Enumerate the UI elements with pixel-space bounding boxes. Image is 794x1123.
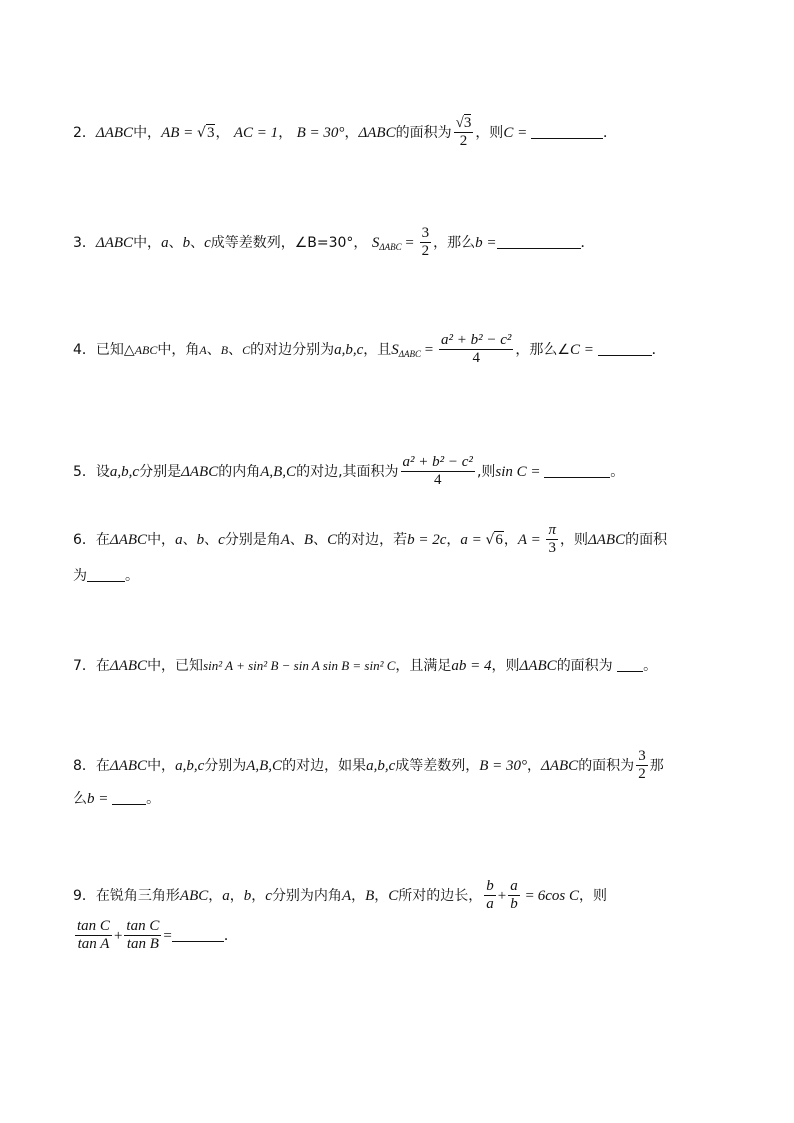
answer-blank-6[interactable] [87,569,125,582]
fraction-tanC-over-tanB: $\frac{\text{tan C}}{\text{tan B}}$ [126,918,160,953]
answer-blank-8[interactable] [112,792,146,805]
fraction-pi-over-3: $\frac{\pi}{3}$ [548,522,556,557]
fraction-3-over-2-q8: $\frac{3}{2}$ [638,748,646,783]
fraction-3-over-2: $\frac{3}{2}$ [421,225,430,260]
sqrt-6: √6 [485,531,503,548]
question-6-cont: 为 。 [73,568,139,584]
answer-blank-5[interactable] [544,465,610,478]
fraction-b-over-a: $\frac{b}{a}$ [486,878,494,913]
question-7: 7．在ΔABC中，已知sin² A + sin² B − sin A sin B = sin² C，且满足ab = 4，则ΔABC的面积为 。 [73,658,658,674]
question-5: 5．设a,b,c分别是ΔABC的内角A,B,C的对边,其面积为 $\frac{\text{a² + b² − c²}}{4}$ ,则sin C = 。 [73,454,625,489]
sqrt-3: √3 [197,124,215,141]
fraction-a2b2c2-over-4-q5: $\frac{\text{a² + b² − c²}}{4}$ [402,454,473,489]
question-2: 2．ΔABC中，AB = √3， AC = 1， B = 30°，ΔABC的面积为 $\frac{√3}{2}$ ，则C = ． [73,115,617,150]
question-8-cont: 么b = 。 [73,791,161,807]
fraction-a-over-b: $\frac{a}{b}$ [510,878,518,913]
answer-blank-9[interactable] [172,929,224,942]
question-8: 8．在ΔABC中，a,b,c分别为A,B,C的对边，如果a,b,c成等差数列，B = 30°，ΔABC的面积为 $\frac{3}{2}$ 那 [73,748,664,783]
question-6: 6．在ΔABC中，a、b、c分别是角A、B、C的对边，若b = 2c，a = √6，A = $\frac{\pi}{3}$ ，则ΔABC的面积 [73,522,668,557]
fraction-tanC-over-tanA: $\frac{\text{tan C}}{\text{tan A}}$ [77,918,110,953]
fraction-a2b2c2-over-4: $\frac{\text{a² + b² − c²}}{4}$ [441,332,512,367]
question-4: 4．已知△ABC中，角A、B、C的对边分别为a,b,c，且$S_{\Delta ABC}$ = $\frac{\text{a² + b² − c²}}{4}$ ，那么∠C = ． [73,332,666,367]
fraction-sqrt3-over-2: $\frac{√3}{2}$ [455,115,472,150]
answer-blank-2[interactable] [531,126,603,139]
question-3: 3．ΔABC中，a、b、c成等差数列，∠B=30°， $S_{\Delta ABC}$ = $\frac{3}{2}$ ，那么b = ． [73,225,595,260]
answer-blank-4[interactable] [598,343,652,356]
answer-blank-7[interactable] [617,659,643,672]
answer-blank-3[interactable] [497,236,581,249]
question-9-cont: $\frac{\text{tan C}}{\text{tan A}}$ + $\frac{\text{tan C}}{\text{tan B}}$ = ． [77,918,238,953]
question-9: 9．在锐角三角形ABC，a，b，c分别为内角A，B，C所对的边长， $\frac{b}{a}$ + $\frac{a}{b}$ = 6cos C，则 [73,878,607,913]
